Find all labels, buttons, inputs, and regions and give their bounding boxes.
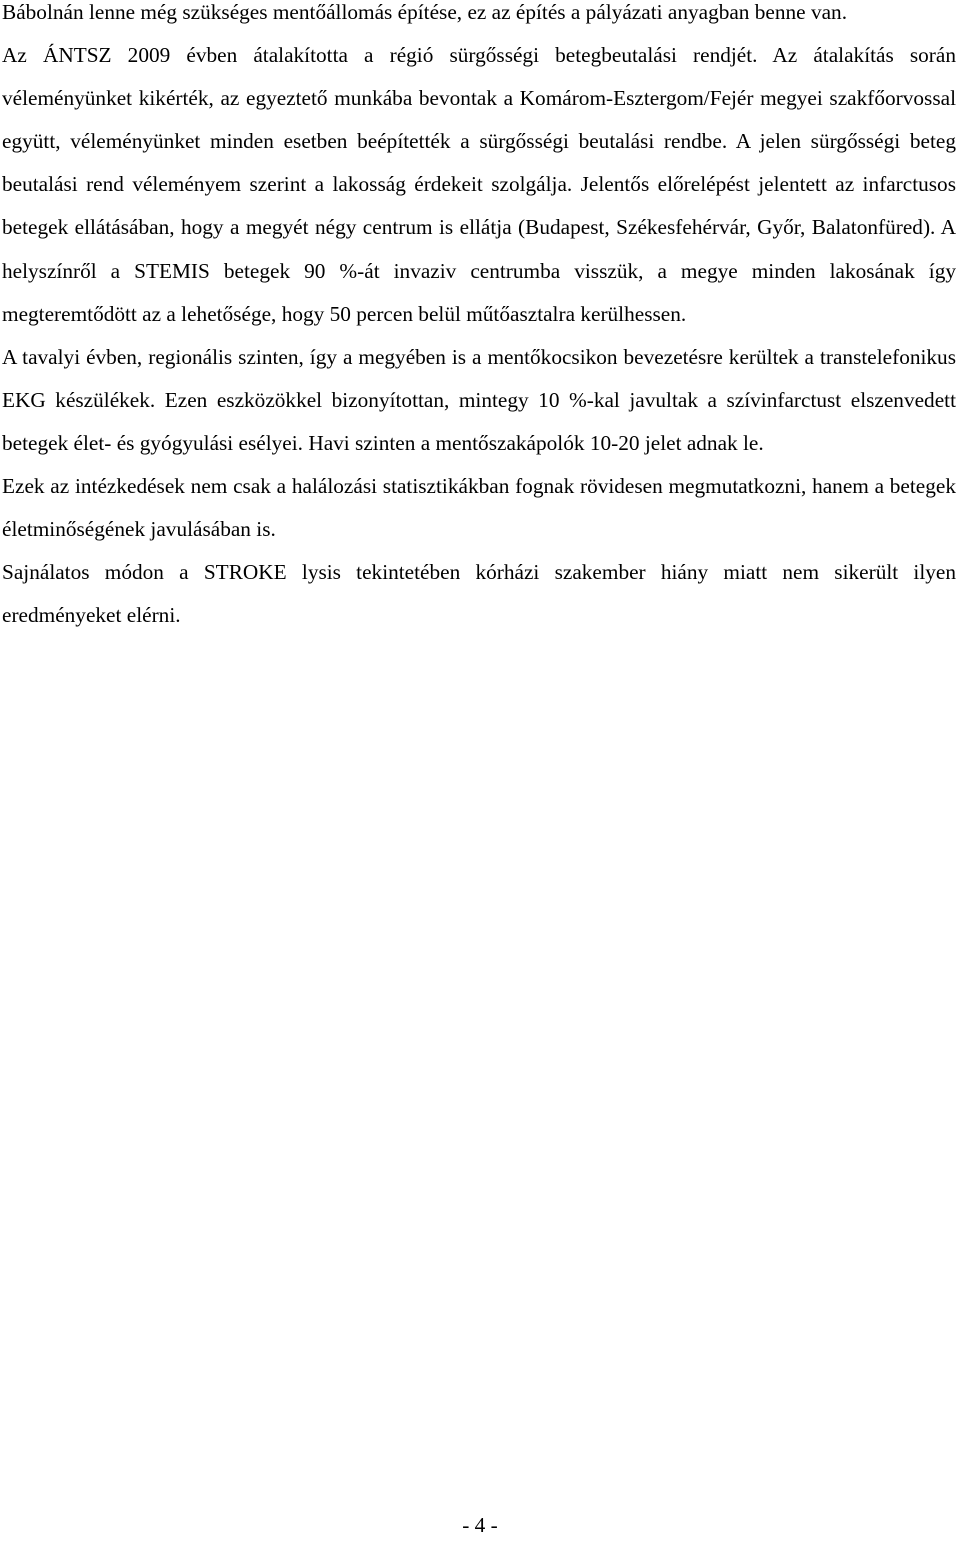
paragraph-stroke-lysis: Sajnálatos módon a STROKE lysis tekintetében kórházi szakember hiány miatt nem sikerült ilyen eredményeket elérni.	[2, 560, 956, 628]
paragraph-measures-outcome: Ezek az intézkedések nem csak a halálozási statisztikákban fognak rövidesen megmutatkozni, hanem a betegek életminőségének javulásában is.	[2, 474, 956, 542]
paragraph-ambulance-station: Bábolnán lenne még szükséges mentőállomás építése, ez az építés a pályázati anyagban benne van.	[2, 0, 848, 24]
document-body	[2, 0, 956, 637]
paragraph-emergency-referral: Az ÁNTSZ 2009 évben átalakította a régió sürgősségi betegbeutalási rendjét. Az átalakítás során véleményünket kikérték, az egyeztető munkába bevontak a Komárom-Esztergom/Fejér megyei szakfőorvossal együtt, véleményünket minden esetben beépítették a sürgősségi beutalási rendbe. A jelen sürgősségi beteg beutalási rend véleményem szerint a lakosság érdekeit szolgálja. Jelentős előrelépést jelentett az infarctusos betegek ellátásában, hogy a megyét négy centrum is ellátja (Budapest, Székesfehérvár, Győr, Balatonfüred). A helyszínről a STEMIS betegek 90 %-át invaziv centrumba visszük, a megye minden lakosának így megteremtődött az a lehetősége, hogy 50 percen belül műtőasztalra kerülhessen.	[2, 43, 956, 326]
paragraph-ekg-devices: A tavalyi évben, regionális szinten, így a megyében is a mentőkocsikon bevezetésre kerültek a transtelefonikus EKG készülékek. Ezen eszközökkel bizonyítottan, mintegy 10 %-kal javultak a szívinfarctust elszenvedett betegek élet- és gyógyulási esélyei. Havi szinten a mentőszakápolók 10-20 jelet adnak le.	[2, 344, 956, 455]
page-number: - 4 -	[462, 1513, 498, 1537]
